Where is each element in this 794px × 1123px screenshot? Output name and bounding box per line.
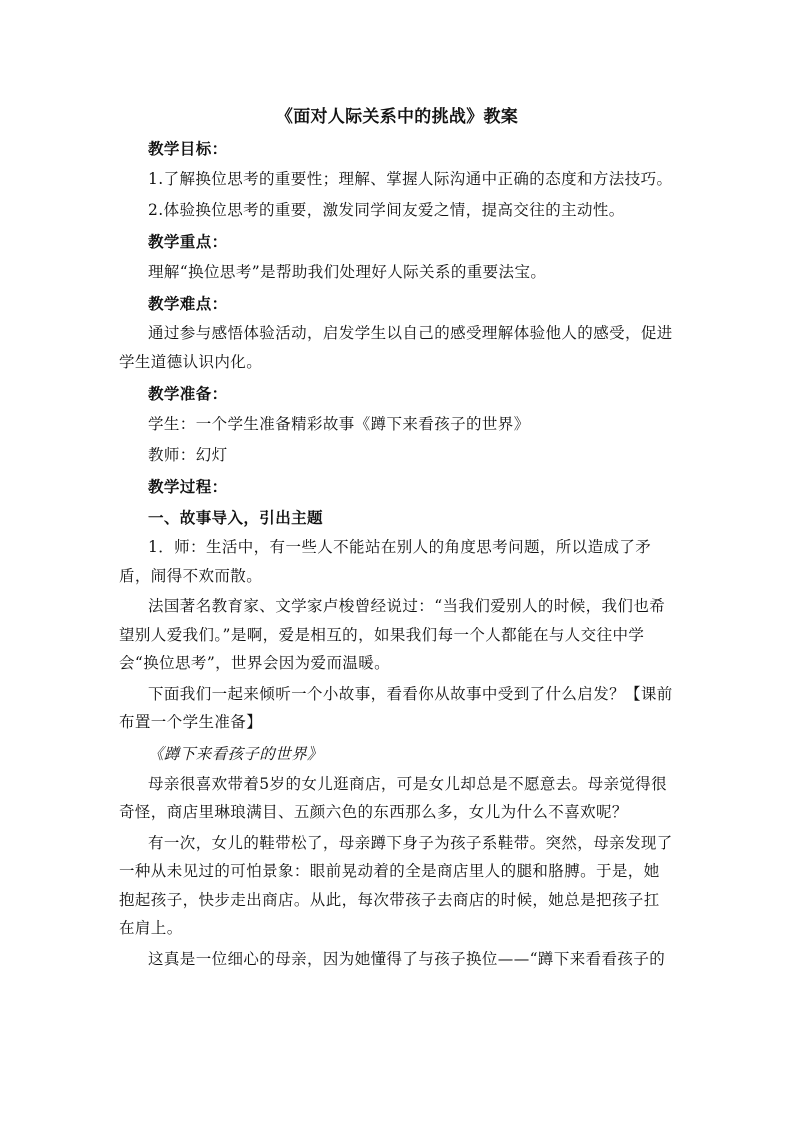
story-title: 《蹲下来看孩子的世界》: [148, 744, 323, 763]
section-heading: 一、故事导入，引出主题: [148, 508, 323, 527]
story-paragraph: 母亲很喜欢带着5岁的女儿逛商店，可是女儿却总是不愿意去。母亲觉得很奇怪，商店里琳琅满目、五颜六色的东西那么多，女儿为什么不喜欢呢？: [119, 774, 668, 821]
objective-item-2: 2.体验换位思考的重要，激发同学间友爱之情，提高交往的主动性。: [148, 201, 625, 219]
difficulty-heading: 教学难点：: [148, 294, 228, 313]
keypoint-heading: 教学重点：: [148, 232, 228, 251]
preparation-teacher: 教师：幻灯: [148, 446, 228, 464]
objective-item-1: 1.了解换位思考的重要性；理解、掌握人际沟通中正确的态度和方法技巧。: [148, 170, 673, 188]
preparation-student: 学生：一个学生准备精彩故事《蹲下来看孩子的世界》: [148, 415, 530, 433]
document-title: 《面对人际关系中的挑战》教案: [275, 107, 519, 127]
difficulty-text: 通过参与感悟体验活动，启发学生以自己的感受理解体验他人的感受，促进学生道德认识内化。: [119, 324, 673, 371]
document-body: [119, 102, 675, 975]
keypoint-text: 理解“换位思考”是帮助我们处理好人际关系的重要法宝。: [148, 263, 547, 281]
process-heading: 教学过程：: [148, 477, 228, 496]
story-paragraph: 有一次，女儿的鞋带松了，母亲蹲下身子为孩子系鞋带。突然，母亲发现了一种从未见过的可怕景象：眼前晃动着的全是商店里人的腿和胳膊。于是，她抱起孩子，快步走出商店。从此，每次带孩子去商店的时候，她总是把孩子扛在肩上。: [119, 833, 673, 937]
body-paragraph: 下面我们一起来倾听一个小故事，看看你从故事中受到了什么启发？【课前布置一个学生准备】: [119, 684, 673, 731]
body-paragraph: 法国著名教育家、文学家卢梭曾经说过：“当我们爱别人的时候，我们也希望别人爱我们。”是啊，爱是相互的，如果我们每一个人都能在与人交往中学会“换位思考”，世界会因为爱而温暖。: [119, 597, 666, 672]
objectives-heading: 教学目标：: [148, 139, 228, 158]
story-paragraph: 这真是一位细心的母亲，因为她懂得了与孩子换位——“蹲下来看看孩子的: [148, 949, 666, 968]
body-paragraph: 1．师：生活中，有一些人不能站在别人的角度思考问题，所以造成了矛盾，闹得不欢而散。: [119, 538, 652, 585]
preparation-heading: 教学准备：: [148, 384, 228, 403]
